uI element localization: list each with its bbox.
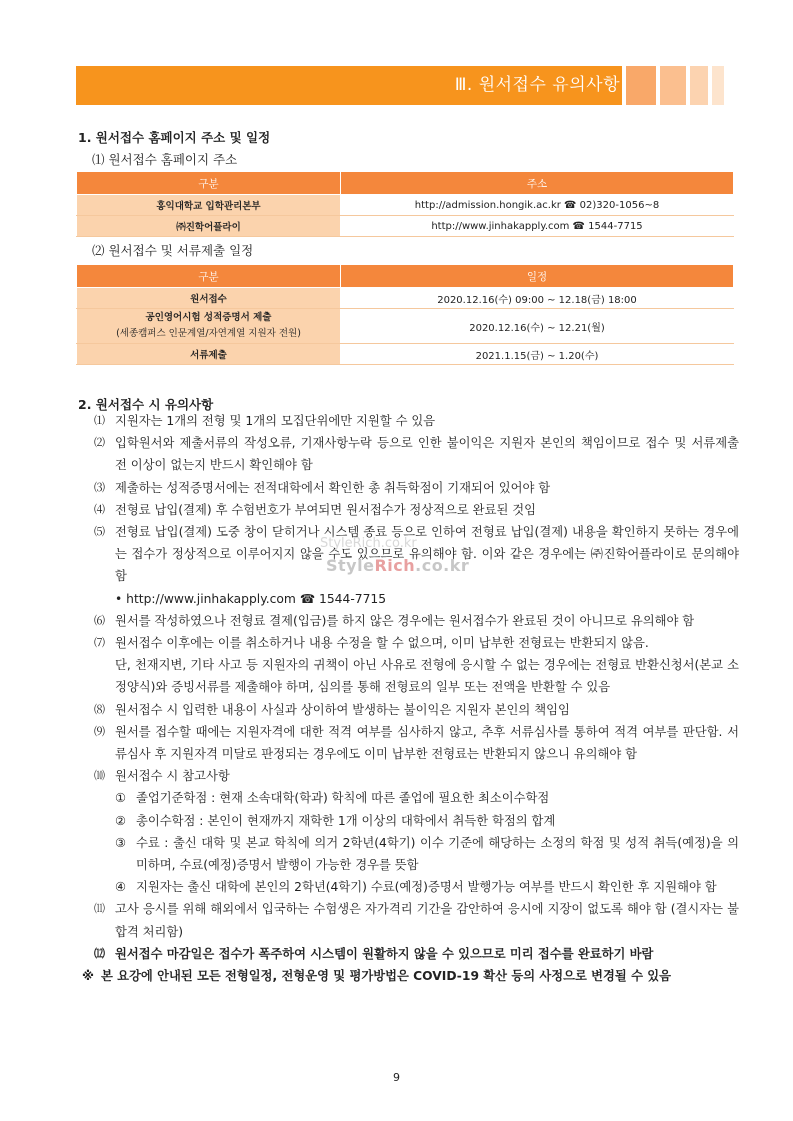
item-number: ⑵	[94, 436, 105, 450]
banner-block-4	[712, 66, 724, 105]
sub-item-marker: ①	[115, 791, 127, 806]
table-cell-key: ㈜진학어플라이	[77, 216, 341, 237]
note-mark: ※	[82, 969, 94, 984]
item-text: 전형료 납입(결제) 도중 창이 닫히거나 시스템 종료 등으로 인하여 전형료 납입(결제) 내용을 확인하지 못하는 경우에는 접수가 정상적으로 이루어지지 않을 수도 있으므로 유의해야 함. 이와 같은 경우에는 ㈜진학어플라이로 문의해야 함	[115, 525, 739, 584]
table-cell-key: 홍익대학교 입학관리본부	[77, 195, 341, 216]
item-text: 원서접수 시 참고사항	[115, 769, 230, 784]
sub-item	[94, 832, 739, 876]
item-text: 지원자는 1개의 전형 및 1개의 모집단위에만 지원할 수 있음	[115, 414, 436, 428]
covid-notice	[80, 965, 739, 987]
section1-heading: 1. 원서접수 홈페이지 주소 및 일정	[78, 130, 271, 145]
sub-item	[94, 810, 739, 832]
table-cell-key-line2: (세종캠퍼스 인문계열/자연계열 지원자 전원)	[116, 328, 301, 339]
item-number: ⑸	[94, 525, 105, 539]
subsection-schedule-label: ⑵ 원서접수 및 서류제출 일정	[92, 243, 254, 258]
table-cell-value: 2020.12.16(수) 09:00 ~ 12.18(금) 18:00	[341, 288, 734, 309]
list-item	[94, 432, 739, 476]
notice-list	[82, 410, 739, 987]
subsection-homepage-label: ⑴ 원서접수 홈페이지 주소	[92, 152, 238, 167]
item-number: ⑷	[94, 502, 105, 516]
table-cell-value: 2021.1.15(금) ~ 1.20(수)	[341, 344, 734, 365]
watermark-faint: StyleRich.co.kr	[320, 536, 417, 551]
homepage-table	[76, 171, 734, 237]
sub-item-text: 수료 : 출신 대학 및 본교 학칙에 의거 2학년(4학기) 이수 기준에 해당하는 소정의 학점 및 성적 취득(예정)을 의미하며, 수료(예정)증명서 발행이 가능한 경우를 뜻함	[136, 835, 739, 873]
item-text: 제출하는 성적증명서에는 전적대학에서 확인한 총 취득학점이 기재되어 있어야 함	[115, 480, 551, 495]
list-item	[94, 898, 739, 942]
table-header: 구분	[77, 265, 341, 288]
item-number: ⑶	[94, 480, 105, 494]
table-header: 구분	[77, 172, 341, 195]
item-text: 원서접수 시 입력한 내용이 사실과 상이하여 발생하는 불이익은 지원자 본인의 책임임	[115, 702, 570, 717]
table-row	[77, 216, 734, 237]
section-banner	[76, 66, 724, 105]
contact-link[interactable]: • http://www.jinhakapply.com ☎ 1544-7715	[115, 591, 387, 606]
item-text: 원서를 접수할 때에는 지원자격에 대한 적격 여부를 심사하지 않고, 추후 서류심사를 통하여 적격 여부를 판단함. 서류심사 후 지원자격 미달로 판정되는 경우에도 이미 납부한 전형료는 반환되지 않으니 유의해야 함	[115, 724, 739, 762]
schedule-table	[76, 264, 734, 365]
section2-heading: 2. 원서접수 시 유의사항	[78, 397, 214, 412]
sub-item-text: 지원자는 출신 대학에 본인의 2학년(4학기) 수료(예정)증명서 발행가능 여부를 반드시 확인한 후 지원해야 함	[136, 880, 717, 895]
list-item	[94, 410, 739, 432]
table-cell-value: 2020.12.16(수) ~ 12.21(월)	[341, 309, 734, 344]
table-cell-key	[77, 309, 341, 344]
list-item	[94, 610, 739, 632]
sub-item	[94, 787, 739, 809]
sub-item-text: 졸업기준학점 : 현재 소속대학(학과) 학칙에 따른 졸업에 필요한 최소이수학점	[136, 791, 550, 806]
item-number: ⑾	[94, 902, 105, 916]
item-continuation: 단, 천재지변, 기타 사고 등 지원자의 귀책이 아닌 사유로 전형에 응시할 수 없는 경우에는 전형료 반환신청서(본교 소정양식)와 증빙서류를 제출해야 하며, 심의를 통해 전형료의 일부 또는 전액을 반환할 수 있음	[115, 658, 739, 695]
item-number: ⑼	[94, 724, 105, 738]
watermark-part: .co.kr	[415, 556, 470, 575]
item-number: ⑿	[94, 946, 105, 960]
table-row	[77, 344, 734, 365]
watermark	[326, 556, 469, 575]
banner-title: Ⅲ. 원서접수 유의사항	[454, 75, 620, 95]
table-cell-key: 원서접수	[77, 288, 341, 309]
item-number: ⑹	[94, 613, 105, 627]
table-cell-key-line1: 공인영어시험 성적증명서 제출	[145, 312, 272, 323]
item-text: 원서를 작성하였으나 전형료 결제(입금)를 하지 않은 경우에는 원서접수가 완료된 것이 아니므로 유의해야 함	[115, 613, 695, 628]
table-cell-key: 서류제출	[77, 344, 341, 365]
table-cell-value: http://admission.hongik.ac.kr ☎ 02)320-1056~8	[341, 195, 734, 216]
watermark-part: Rich	[374, 556, 416, 575]
list-item	[94, 521, 739, 588]
banner-block-2	[660, 66, 686, 105]
list-item	[94, 721, 739, 765]
item-number: ⑻	[94, 702, 105, 716]
table-row	[77, 288, 734, 309]
sub-item-text: 총이수학점 : 본인이 현재까지 재학한 1개 이상의 대학에서 취득한 학점의 합계	[136, 813, 556, 828]
table-row	[77, 309, 734, 344]
watermark-part: Style	[326, 556, 375, 575]
sub-item-marker: ④	[115, 880, 127, 895]
item-number: ⑴	[94, 414, 105, 427]
list-item	[94, 765, 739, 787]
list-item	[94, 477, 739, 499]
table-header: 주소	[341, 172, 734, 195]
item-text: 원서접수 마감일은 접수가 폭주하여 시스템이 원활하지 않을 수 있으므로 미리 접수를 완료하기 바람	[115, 946, 654, 961]
banner-block-1	[626, 66, 656, 105]
item-text: 전형료 납입(결제) 후 수험번호가 부여되면 원서접수가 정상적으로 완료된 것임	[115, 502, 536, 517]
table-cell-value: http://www.jinhakapply.com ☎ 1544-7715	[341, 216, 734, 237]
table-header: 일정	[341, 265, 734, 288]
item-number: ⑺	[94, 636, 105, 650]
sub-item-marker: ③	[115, 835, 127, 850]
list-item	[94, 699, 739, 721]
list-item	[94, 499, 739, 521]
list-item	[94, 943, 739, 965]
list-item	[94, 632, 739, 654]
sub-item	[94, 876, 739, 898]
item-text: 입학원서와 제출서류의 작성오류, 기재사항누락 등으로 인한 불이익은 지원자 본인의 책임이므로 접수 및 서류제출 전 이상이 없는지 반드시 확인해야 함	[115, 436, 739, 473]
sub-item-marker: ②	[115, 813, 127, 828]
page-number: 9	[393, 1071, 400, 1084]
table-row	[77, 195, 734, 216]
item-text: 고사 응시를 위해 해외에서 입국하는 수험생은 자가격리 기간을 감안하여 응시에 지장이 없도록 해야 함 (결시자는 불합격 처리함)	[115, 902, 739, 939]
item-number: ⑽	[94, 769, 105, 783]
note-text: 본 요강에 안내된 모든 전형일정, 전형운영 및 평가방법은 COVID-19 확산 등의 사정으로 변경될 수 있음	[101, 969, 672, 984]
item-text: 원서접수 이후에는 이를 취소하거나 내용 수정을 할 수 없으며, 이미 납부한 전형료는 반환되지 않음.	[115, 636, 649, 651]
banner-block-3	[690, 66, 708, 105]
